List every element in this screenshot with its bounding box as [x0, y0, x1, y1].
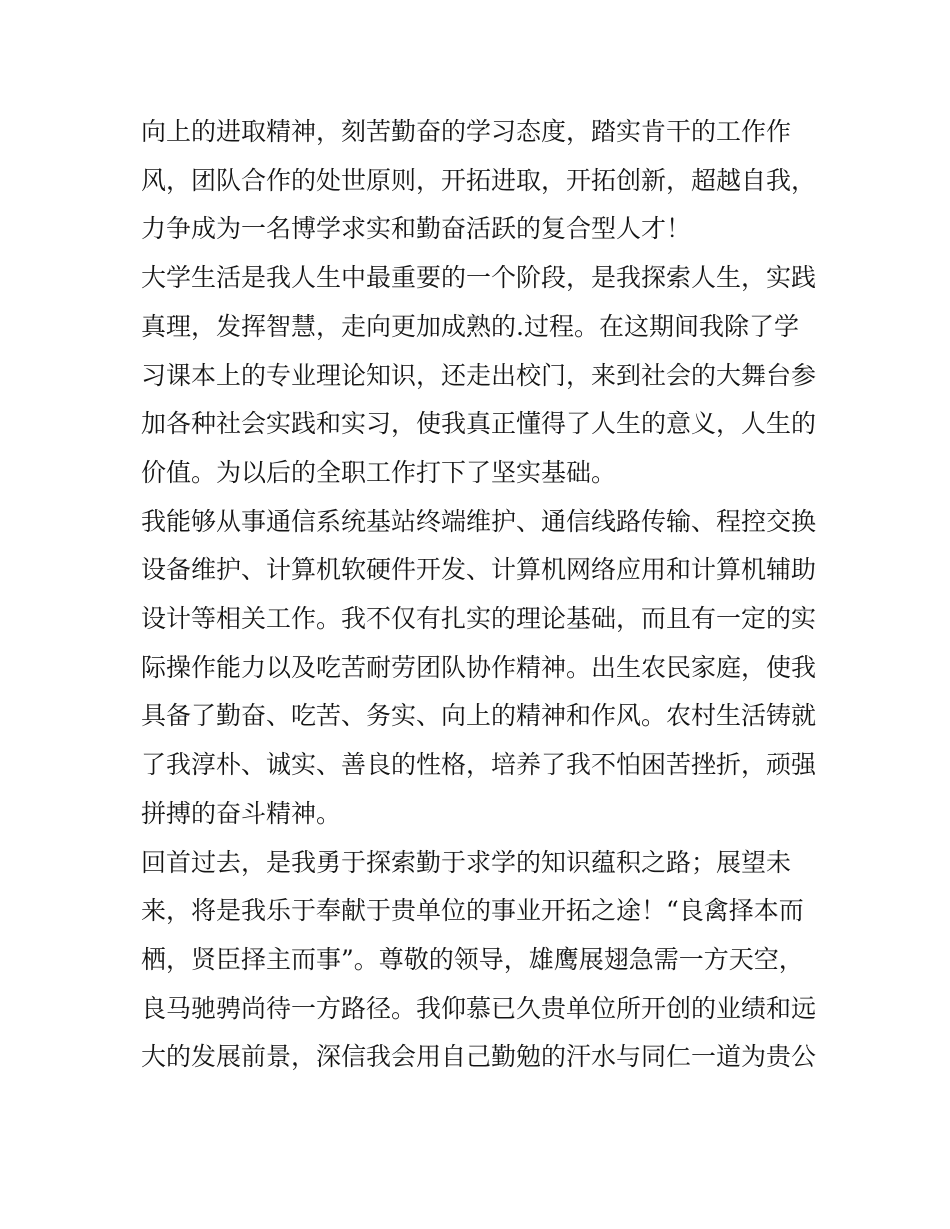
text-line: 大学生活是我人生中最重要的一个阶段，是我探索人生，实践	[141, 263, 817, 293]
text-line: 加各种社会实践和实习，使我真正懂得了人生的意义，人生的	[141, 409, 817, 439]
text-line: 拼搏的奋斗精神。	[141, 798, 342, 828]
text-line: 价值。为以后的全职工作打下了坚实基础。	[141, 457, 617, 487]
text-line: 习课本上的专业理论知识，还走出校门，来到社会的大舞台参	[141, 360, 817, 390]
text-line: 设备维护、计算机软硬件开发、计算机网络应用和计算机辅助	[141, 555, 817, 585]
document-body	[141, 108, 816, 1082]
text-line: 我能够从事通信系统基站终端维护、通信线路传输、程控交换	[141, 506, 817, 536]
paragraph-1	[141, 108, 816, 254]
paragraph-2	[141, 254, 816, 498]
paragraph-3	[141, 498, 816, 839]
text-line: 风，团队合作的处世原则，开拓进取，开拓创新，超越自我，	[141, 165, 817, 195]
text-line: 际操作能力以及吃苦耐劳团队协作精神。出生农民家庭，使我	[141, 652, 817, 682]
text-line: 栖，贤臣择主而事”。尊敬的领导，雄鹰展翅急需一方天空，	[141, 944, 804, 974]
paragraph-4	[141, 839, 816, 1083]
text-line: 回首过去，是我勇于探索勤于求学的知识蕴积之路；展望未	[141, 847, 792, 877]
text-line: 真理，发挥智慧，走向更加成熟的.过程。在这期间我除了学	[141, 311, 799, 341]
text-line: 良马驰骋尚待一方路径。我仰慕已久贵单位所开创的业绩和远	[141, 993, 817, 1023]
text-line: 大的发展前景，深信我会用自己勤勉的汗水与同仁一道为贵公	[141, 1042, 817, 1072]
text-line: 向上的进取精神，刻苦勤奋的学习态度，踏实肯干的工作作	[141, 117, 792, 146]
text-line: 力争成为一名博学求实和勤奋活跃的复合型人才！	[141, 214, 692, 244]
text-line: 来，将是我乐于奉献于贵单位的事业开拓之途！“良禽择本而	[141, 896, 804, 926]
text-line: 了我淳朴、诚实、善良的性格，培养了我不怕困苦挫折，顽强	[141, 750, 817, 780]
text-line: 具备了勤奋、吃苦、务实、向上的精神和作风。农村生活铸就	[141, 701, 817, 731]
text-line: 设计等相关工作。我不仅有扎实的理论基础，而且有一定的实	[141, 604, 817, 634]
